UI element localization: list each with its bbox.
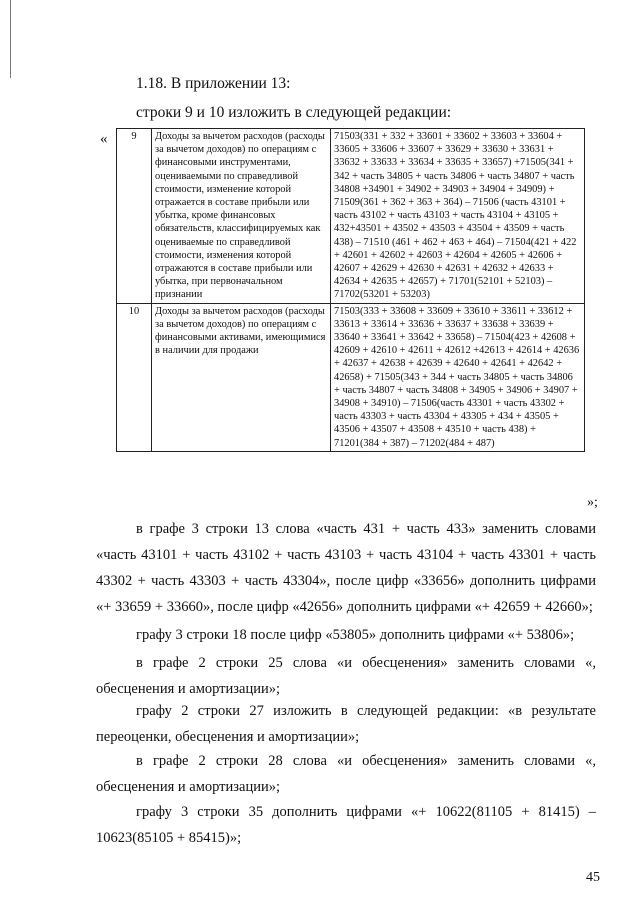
row-number: 9 <box>117 129 152 304</box>
row-name: Доходы за вычетом расходов (расходы за вычетом доходов) по операциям с финансовыми активами, имеющимися в наличии для продажи <box>152 303 331 451</box>
row-formula: 71503(331 + 332 + 33601 + 33602 + 33603 + 33604 + 33605 + 33606 + 33607 + 33629 + 33630 + 33631 + 33632 + 33633 + 33634 + 33635 + 33657) +71505(341 + 342 + часть 34805 + часть 34806 + часть 34807 + часть 34808 +34901 + 34902 + 34903 + 34904 + 34909) + 71509(361 + 362 + 363 + 364) – 71506 (часть 43101 + часть 43102 + часть 43103 + часть 43104 + 43105 + 432+43501 + 43502 + 43503 + 43504 + 43509 + часть 438) – 71510 (461 + 462 + 463 + 464) – 71504(421 + 422 + 42601 + 42602 + 42603 + 42604 + 42605 + 42606 + 42607 + 42629 + 42630 + 42631 + 42632 + 42633 + 42634 + 42635 + 42657) + 71701(52101 + 52103) – 71702(53201 + 53203) <box>331 129 585 304</box>
paragraph-2 <box>96 622 596 648</box>
paragraph-text: в графе 3 строки 13 слова «часть 431 + часть 433» заменить словами «часть 43101 + часть 43102 + часть 43103 + часть 43104 + часть 43301 + часть 43302 + часть 43303 + часть 43304», после цифр «33656» дополнить цифрами «+ 33659 + 33660», после цифр «42656» дополнить цифрами «+ 42659 + 42660»; <box>96 521 596 615</box>
paragraph-text: в графе 2 строки 28 слова «и обесценения» заменить словами «, обесценения и амортизации»; <box>96 753 596 795</box>
quote-open: « <box>100 131 108 147</box>
row-formula: 71503(333 + 33608 + 33609 + 33610 + 33611 + 33612 + 33613 + 33614 + 33636 + 33637 + 33638 + 33639 + 33640 + 33641 + 33642 + 33658) – 71504(423 + 42608 + 42609 + 42610 + 42611 + 42612 +42613 + 42614 + 42636 + 42637 + 42638 + 42639 + 42640 + 42641 + 42642 + 42658) + 71505(343 + 344 + часть 34805 + часть 34806 + часть 34807 + часть 34808 + 34905 + 34906 + 34907 + 34908 + 34910) – 71506(часть 43301 + часть 43302 + часть 43303 + часть 43304 + 43305 + 434 + 43505 + 43506 + 43507 + 43508 + 43510 + часть 438) + 71201(384 + 387) – 71202(484 + 487) <box>331 303 585 451</box>
paragraph-text: в графе 2 строки 25 слова «и обесценения» заменить словами «, обесценения и амортизации»; <box>96 655 596 697</box>
section-subheading: строки 9 и 10 изложить в следующей редакции: <box>136 104 452 121</box>
paragraph-3 <box>96 650 596 702</box>
table-row <box>117 129 585 304</box>
paragraph-6 <box>96 799 596 851</box>
paragraph-text: графу 3 строки 35 дополнить цифрами «+ 10622(81105 + 81415) – 10623(85105 + 85415)»; <box>96 804 596 846</box>
paragraph-text: графу 2 строки 27 изложить в следующей редакции: «в результате переоценки, обесценения и амортизации»; <box>96 703 596 745</box>
quote-close: »; <box>587 495 598 510</box>
paragraph-text: графу 3 строки 18 после цифр «53805» дополнить цифрами «+ 53806»; <box>136 627 575 643</box>
section-heading: 1.18. В приложении 13: <box>136 75 291 92</box>
paragraph-4 <box>96 698 596 750</box>
row-number: 10 <box>117 303 152 451</box>
rows-table <box>116 128 585 452</box>
page-number: 45 <box>586 870 600 885</box>
row-name: Доходы за вычетом расходов (расходы за вычетом доходов) по операциям с финансовыми инструментами, оцениваемыми по справедливой стоимости, изменение которой отражается в составе прибыли или убытка, кроме финансовых обязательств, классифицируемых как оцениваемые по справедливой стоимости, изменения которой отражаются в составе прибыли или убытка, при первоначальном признании <box>152 129 331 304</box>
paragraph-5 <box>96 748 596 800</box>
margin-line <box>10 0 11 78</box>
table-row <box>117 303 585 451</box>
paragraph-1 <box>96 516 596 620</box>
